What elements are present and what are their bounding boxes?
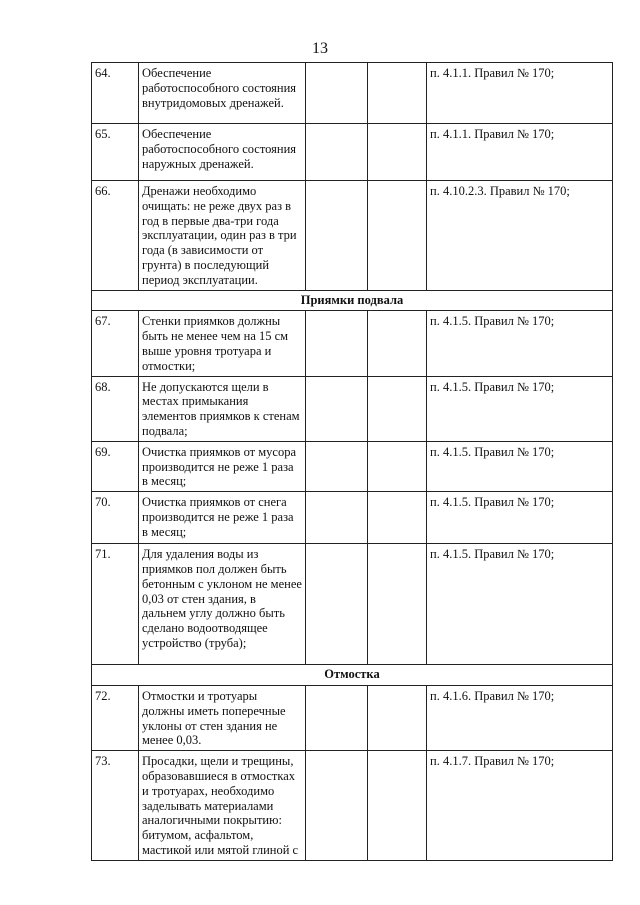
blank-cell <box>368 311 427 376</box>
blank-cell <box>306 181 368 291</box>
blank-cell <box>306 376 368 441</box>
item-number: 67. <box>92 311 139 376</box>
regulation-reference: п. 4.1.6. Правил № 170; <box>427 685 613 750</box>
regulation-reference: п. 4.1.1. Правил № 170; <box>427 63 613 124</box>
item-number: 73. <box>92 751 139 861</box>
requirement-text: Очистка приямков от мусора производится не реже 1 раза в месяц; <box>139 441 306 491</box>
table-row <box>92 376 613 441</box>
table-row <box>92 311 613 376</box>
table-row <box>92 124 613 181</box>
regulation-reference: п. 4.1.5. Правил № 170; <box>427 441 613 491</box>
regulation-reference: п. 4.1.5. Правил № 170; <box>427 376 613 441</box>
table-row <box>92 685 613 750</box>
requirement-text: Стенки приямков должны быть не менее чем на 15 см выше уровня тротуара и отмостки; <box>139 311 306 376</box>
regulation-reference: п. 4.1.5. Правил № 170; <box>427 311 613 376</box>
blank-cell <box>306 544 368 665</box>
blank-cell <box>306 124 368 181</box>
blank-cell <box>368 376 427 441</box>
page-number: 13 <box>312 40 328 57</box>
requirement-text: Просадки, щели и трещины, образовавшиеся в отмостках и тротуарах, необходимо заделывать материалами аналогичными покрытию: битумом, асфальтом, мастикой или мятой глиной с <box>139 751 306 861</box>
requirement-text: Обеспечение работоспособного состояния внутридомовых дренажей. <box>139 63 306 124</box>
requirement-text: Дренажи необходимо очищать: не реже двух раз в год в первые два-три года эксплуатации, один раз в три года (в зависимости от грунта) в последующий период эксплуатации. <box>139 181 306 291</box>
requirement-text: Обеспечение работоспособного состояния наружных дренажей. <box>139 124 306 181</box>
regulation-reference: п. 4.1.7. Правил № 170; <box>427 751 613 861</box>
regulation-reference: п. 4.10.2.3. Правил № 170; <box>427 181 613 291</box>
blank-cell <box>368 63 427 124</box>
blank-cell <box>368 685 427 750</box>
blank-cell <box>368 492 427 544</box>
section-title: Отмостка <box>92 665 613 686</box>
requirement-text: Для удаления воды из приямков пол должен быть бетонным с уклоном не менее 0,03 от стен здания, в дальнем углу должно быть сделано водоотводящее устройство (труба); <box>139 544 306 665</box>
table-row <box>92 441 613 491</box>
blank-cell <box>368 124 427 181</box>
requirement-text: Очистка приямков от снега производится не реже 1 раза в месяц; <box>139 492 306 544</box>
blank-cell <box>368 544 427 665</box>
section-header-row <box>92 665 613 686</box>
table-row <box>92 181 613 291</box>
table-row <box>92 492 613 544</box>
regulation-reference: п. 4.1.5. Правил № 170; <box>427 492 613 544</box>
table-row <box>92 751 613 861</box>
requirement-text: Отмостки и тротуары должны иметь поперечные уклоны от стен здания не менее 0,03. <box>139 685 306 750</box>
item-number: 68. <box>92 376 139 441</box>
item-number: 65. <box>92 124 139 181</box>
item-number: 66. <box>92 181 139 291</box>
blank-cell <box>368 751 427 861</box>
regulation-reference: п. 4.1.5. Правил № 170; <box>427 544 613 665</box>
blank-cell <box>306 311 368 376</box>
blank-cell <box>306 63 368 124</box>
item-number: 69. <box>92 441 139 491</box>
blank-cell <box>368 181 427 291</box>
blank-cell <box>306 492 368 544</box>
table-row <box>92 63 613 124</box>
item-number: 72. <box>92 685 139 750</box>
requirement-text: Не допускаются щели в местах примыкания элементов приямков к стенам подвала; <box>139 376 306 441</box>
requirements-table <box>91 62 613 861</box>
regulation-reference: п. 4.1.1. Правил № 170; <box>427 124 613 181</box>
blank-cell <box>306 441 368 491</box>
blank-cell <box>306 685 368 750</box>
section-title: Приямки подвала <box>92 290 613 311</box>
item-number: 64. <box>92 63 139 124</box>
item-number: 71. <box>92 544 139 665</box>
item-number: 70. <box>92 492 139 544</box>
blank-cell <box>368 441 427 491</box>
table-row <box>92 544 613 665</box>
section-header-row <box>92 290 613 311</box>
blank-cell <box>306 751 368 861</box>
